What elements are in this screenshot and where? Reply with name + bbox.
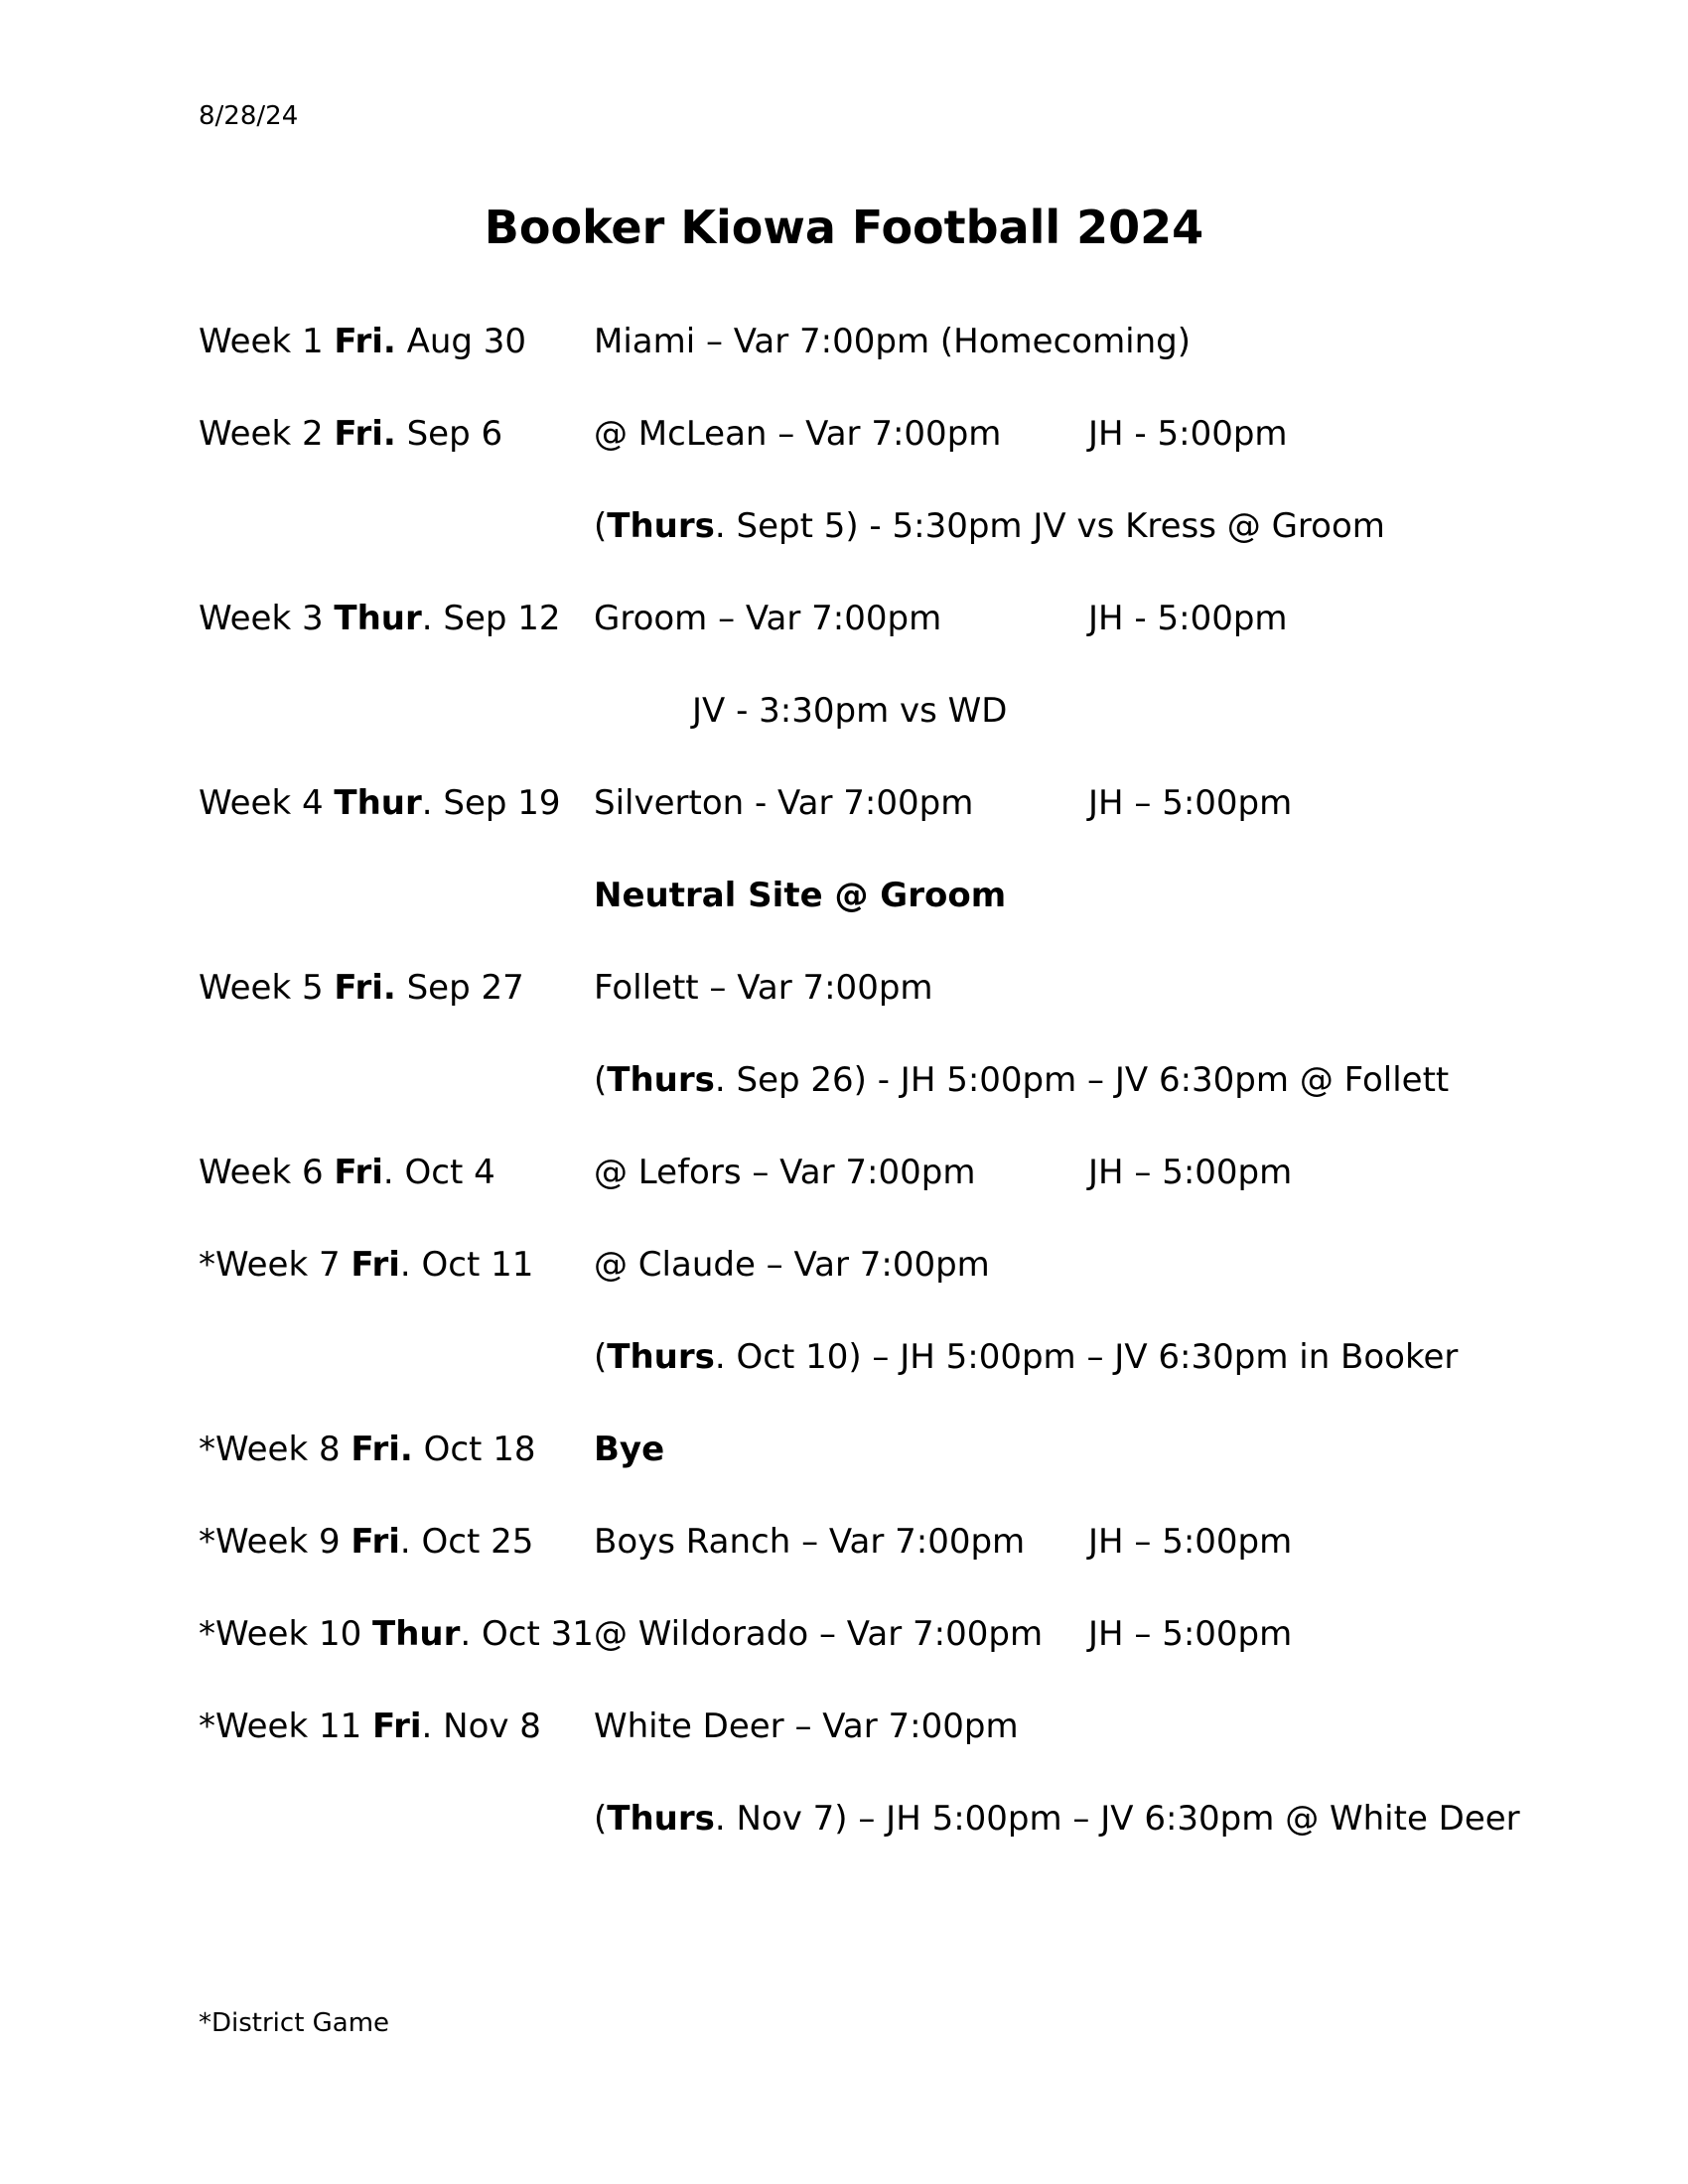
game-info: @ Wildorado – Var 7:00pm bbox=[594, 1614, 1044, 1654]
game-info: @ Lefors – Var 7:00pm bbox=[594, 1153, 976, 1192]
jv-note: JV - 3:30pm vs WD bbox=[692, 691, 1008, 731]
game-info: Groom – Var 7:00pm bbox=[594, 599, 942, 638]
week-label: *Week 10 Thur. Oct 31 bbox=[199, 1614, 594, 1654]
week-label: *Week 7 Fri. Oct 11 bbox=[199, 1245, 534, 1285]
week-label: Week 1 Fri. Aug 30 bbox=[199, 322, 527, 361]
schedule-note: (Thurs. Oct 10) – JH 5:00pm – JV 6:30pm in Booker bbox=[594, 1337, 1459, 1377]
jh-time: JH – 5:00pm bbox=[1088, 1614, 1293, 1654]
week-label: Week 3 Thur. Sep 12 bbox=[199, 599, 561, 638]
week-label: Week 2 Fri. Sep 6 bbox=[199, 414, 503, 454]
page-title: Booker Kiowa Football 2024 bbox=[484, 201, 1204, 254]
jh-time: JH – 5:00pm bbox=[1088, 1522, 1293, 1562]
game-info: Miami – Var 7:00pm (Homecoming) bbox=[594, 322, 1192, 361]
game-info: @ McLean – Var 7:00pm bbox=[594, 414, 1002, 454]
schedule-note: (Thurs. Sept 5) - 5:30pm JV vs Kress @ Groom bbox=[594, 506, 1385, 546]
jh-time: JH - 5:00pm bbox=[1088, 414, 1288, 454]
jh-time: JH - 5:00pm bbox=[1088, 599, 1288, 638]
game-info: @ Claude – Var 7:00pm bbox=[594, 1245, 990, 1285]
week-label: *Week 8 Fri. Oct 18 bbox=[199, 1430, 536, 1469]
week-label: Week 4 Thur. Sep 19 bbox=[199, 783, 561, 823]
schedule-note: (Thurs. Sep 26) - JH 5:00pm – JV 6:30pm @ Follett bbox=[594, 1060, 1450, 1100]
bye-week: Bye bbox=[594, 1430, 665, 1469]
week-label: *Week 9 Fri. Oct 25 bbox=[199, 1522, 534, 1562]
neutral-site-note: Neutral Site @ Groom bbox=[594, 876, 1007, 915]
week-label: *Week 11 Fri. Nov 8 bbox=[199, 1706, 541, 1746]
week-label: Week 5 Fri. Sep 27 bbox=[199, 968, 524, 1008]
week-label: Week 6 Fri. Oct 4 bbox=[199, 1153, 495, 1192]
game-info: White Deer – Var 7:00pm bbox=[594, 1706, 1019, 1746]
jh-time: JH – 5:00pm bbox=[1088, 1153, 1293, 1192]
game-info: Silverton - Var 7:00pm bbox=[594, 783, 974, 823]
schedule-note: (Thurs. Nov 7) – JH 5:00pm – JV 6:30pm @ White Deer bbox=[594, 1799, 1520, 1839]
jh-time: JH – 5:00pm bbox=[1088, 783, 1293, 823]
game-info: Boys Ranch – Var 7:00pm bbox=[594, 1522, 1026, 1562]
district-game-footnote: *District Game bbox=[199, 2008, 390, 2038]
document-date: 8/28/24 bbox=[199, 101, 299, 131]
game-info: Follett – Var 7:00pm bbox=[594, 968, 933, 1008]
